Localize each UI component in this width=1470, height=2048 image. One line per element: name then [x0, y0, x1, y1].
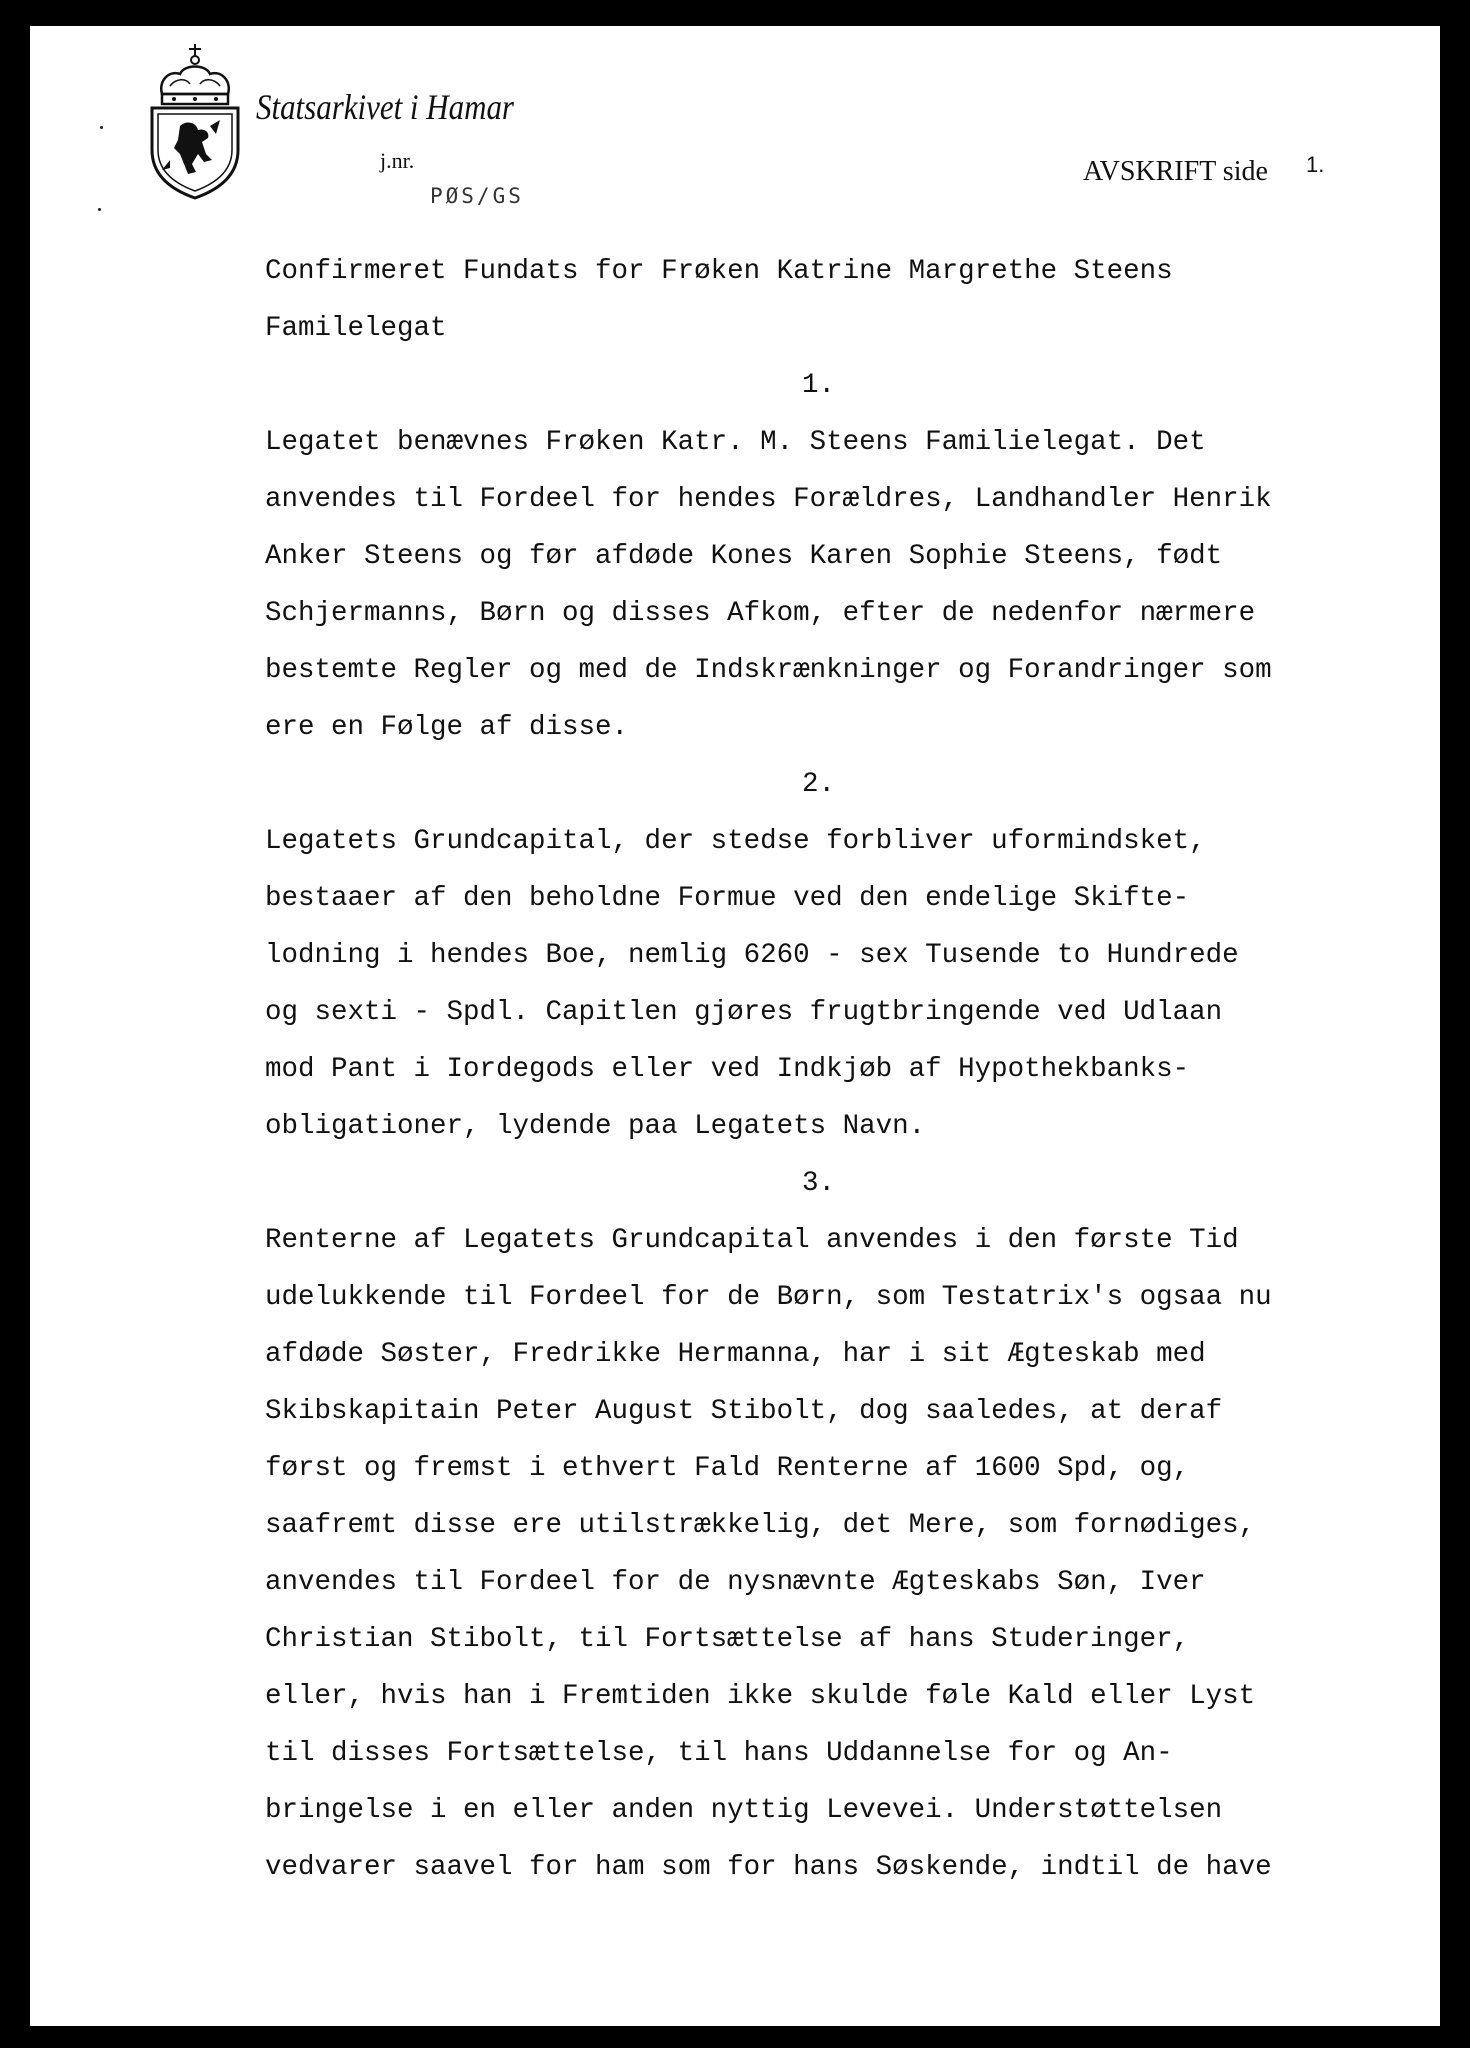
- text-line: til disses Fortsættelse, til hans Uddannelse for og An-: [265, 1738, 1173, 1769]
- text-line: Schjermanns, Børn og disses Afkom, efter de nedenfor nærmere: [265, 598, 1256, 629]
- text-line: vedvarer saavel for ham som for hans Søskende, indtil de have: [265, 1852, 1272, 1883]
- text-line: lodning i hendes Boe, nemlig 6260 - sex Tusende to Hundrede: [265, 940, 1239, 971]
- section-number: 3.: [802, 1168, 836, 1199]
- text-line: afdøde Søster, Fredrikke Hermanna, har i sit Ægteskab med: [265, 1339, 1206, 1370]
- text-line: bestaaer af den beholdne Formue ved den endelige Skifte-: [265, 883, 1190, 914]
- text-line: obligationer, lydende paa Legatets Navn.: [265, 1111, 926, 1142]
- text-line: Legatet benævnes Frøken Katr. M. Steens Familielegat. Det: [265, 427, 1206, 458]
- text-line: bringelse i en eller anden nyttig Levevei. Understøttelsen: [265, 1795, 1223, 1826]
- text-line: mod Pant i Iordegods eller ved Indkjøb af Hypothekbanks-: [265, 1054, 1190, 1085]
- text-line: anvendes til Fordeel for hendes Forældres, Landhandler Henrik: [265, 484, 1272, 515]
- document-body: [265, 243, 1365, 1896]
- page-number: 1.: [1306, 152, 1325, 177]
- text-line: udelukkende til Fordeel for de Børn, som Testatrix's ogsaa nu: [265, 1282, 1272, 1313]
- text-line: Legatets Grundcapital, der stedse forbliver uformindsket,: [265, 826, 1206, 857]
- journal-number-label: j.nr.: [380, 148, 415, 173]
- text-line: Anker Steens og før afdøde Kones Karen Sophie Steens, født: [265, 541, 1223, 572]
- journal-number-value: PØS/GS: [430, 184, 524, 208]
- title-line: Familelegat: [265, 313, 447, 344]
- section-number: 2.: [802, 769, 836, 800]
- text-line: bestemte Regler og med de Indskrænkninger og Forandringer som: [265, 655, 1272, 686]
- text-line: eller, hvis han i Fremtiden ikke skulde føle Kald eller Lyst: [265, 1681, 1256, 1712]
- text-line: og sexti - Spdl. Capitlen gjøres frugtbringende ved Udlaan: [265, 997, 1223, 1028]
- text-line: anvendes til Fordeel for de nysnævnte Ægteskabs Søn, Iver: [265, 1567, 1206, 1598]
- text-line: først og fremst i ethvert Fald Renterne af 1600 Spd, og,: [265, 1453, 1190, 1484]
- coat-of-arms-icon: [140, 42, 250, 202]
- text-line: saafremt disse ere utilstrækkelig, det Mere, som fornødiges,: [265, 1510, 1256, 1541]
- margin-mark: [98, 208, 101, 211]
- title-line: Confirmeret Fundats for Frøken Katrine Margrethe Steens: [265, 256, 1173, 287]
- transcript-page-label: AVSKRIFT side: [1083, 156, 1268, 187]
- text-line: Skibskapitain Peter August Stibolt, dog saaledes, at deraf: [265, 1396, 1223, 1427]
- archive-name: Statsarkivet i Hamar: [256, 87, 514, 127]
- text-line: ere en Følge af disse.: [265, 712, 629, 743]
- margin-mark: [100, 126, 103, 129]
- text-line: Renterne af Legatets Grundcapital anvendes i den første Tid: [265, 1225, 1239, 1256]
- section-number: 1.: [802, 370, 836, 401]
- text-line: Christian Stibolt, til Fortsættelse af hans Studeringer,: [265, 1624, 1190, 1655]
